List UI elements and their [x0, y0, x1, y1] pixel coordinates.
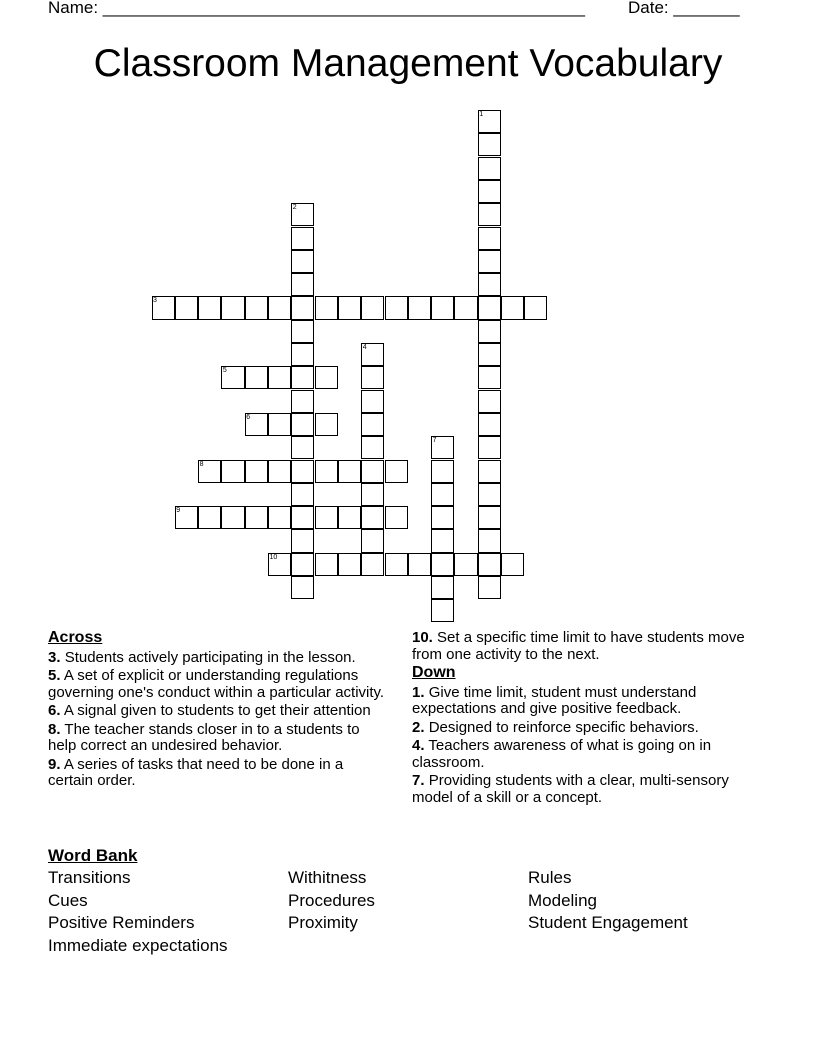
crossword-cell[interactable] — [221, 296, 244, 319]
crossword-cell[interactable] — [385, 296, 408, 319]
down-clue-2: 2. Designed to reinforce specific behaviors. — [412, 718, 699, 736]
clue-number: 4 — [362, 344, 367, 351]
crossword-cell[interactable] — [431, 483, 454, 506]
across-clue-10: 10. Set a specific time limit to have students move from one activity to the next. — [412, 629, 745, 663]
crossword-cell[interactable] — [431, 599, 454, 622]
clue-number: 2 — [292, 204, 297, 212]
crossword-cell[interactable] — [361, 436, 384, 459]
crossword-cell[interactable] — [268, 366, 291, 389]
across-clue-8: 8. The teacher stands closer in to a students to help correct an undesired behavior. — [48, 720, 360, 754]
crossword-cell[interactable] — [478, 576, 501, 599]
crossword-cell[interactable] — [478, 273, 501, 296]
crossword-cell[interactable] — [291, 390, 314, 413]
crossword-cell[interactable] — [478, 436, 501, 459]
crossword-cell[interactable] — [198, 506, 221, 529]
crossword-cell[interactable] — [478, 133, 501, 156]
crossword-cell[interactable] — [291, 553, 314, 576]
clue-number: 8 — [199, 460, 204, 468]
crossword-cell[interactable] — [291, 343, 314, 366]
crossword-cell[interactable] — [291, 436, 314, 459]
crossword-cell[interactable] — [478, 227, 501, 250]
crossword-cell[interactable] — [478, 413, 501, 436]
crossword-cell[interactable] — [361, 366, 384, 389]
clue-number: 5 — [222, 367, 227, 375]
crossword-cell[interactable] — [338, 553, 361, 576]
crossword-cell[interactable] — [361, 483, 384, 506]
crossword-cell[interactable] — [454, 296, 477, 319]
crossword-cell[interactable] — [361, 529, 384, 552]
crossword-cell[interactable] — [478, 343, 501, 366]
across-clues — [48, 630, 388, 792]
clue-number: 6 — [246, 413, 251, 421]
crossword-cell[interactable] — [478, 553, 501, 576]
crossword-cell[interactable] — [478, 529, 501, 552]
crossword-cell[interactable] — [431, 296, 454, 319]
crossword-cell[interactable] — [478, 203, 501, 226]
crossword-cell[interactable] — [454, 553, 477, 576]
crossword-cell[interactable] — [431, 553, 454, 576]
clue-number: 10 — [269, 553, 278, 561]
crossword-cell[interactable] — [268, 506, 291, 529]
crossword-cell[interactable] — [245, 460, 268, 483]
word-bank-item: Modeling — [528, 891, 597, 910]
crossword-cell[interactable] — [478, 180, 501, 203]
crossword-cell[interactable] — [291, 576, 314, 599]
crossword-cell[interactable] — [175, 296, 198, 319]
crossword-cell[interactable] — [315, 413, 338, 436]
crossword-cell[interactable] — [361, 296, 384, 319]
crossword-cell[interactable] — [198, 296, 221, 319]
crossword-cell[interactable] — [408, 296, 431, 319]
crossword-cell[interactable] — [268, 460, 291, 483]
crossword-cell[interactable] — [478, 460, 501, 483]
crossword-cell[interactable] — [291, 506, 314, 529]
crossword-cell[interactable] — [291, 413, 314, 436]
clue-number: 3 — [153, 297, 157, 305]
crossword-cell[interactable] — [291, 296, 314, 319]
word-bank-item: Immediate expectations — [48, 936, 228, 955]
crossword-cell[interactable] — [338, 460, 361, 483]
crossword-cell[interactable] — [431, 460, 454, 483]
across-clue-9: 9. A series of tasks that need to be done in a certain order. — [48, 755, 344, 789]
across-clue-6: 6. A signal given to students to get their attention — [48, 702, 371, 719]
right-clues — [412, 630, 752, 808]
crossword-cell[interactable] — [315, 460, 338, 483]
crossword-cell[interactable] — [291, 529, 314, 552]
crossword-cell[interactable] — [291, 273, 314, 296]
crossword-cell[interactable] — [291, 250, 314, 273]
crossword-cell[interactable] — [408, 553, 431, 576]
crossword-cell[interactable] — [501, 296, 524, 319]
crossword-cell[interactable] — [291, 460, 314, 483]
crossword-cell[interactable] — [478, 506, 501, 529]
crossword-cell[interactable] — [291, 366, 314, 389]
crossword-cell[interactable] — [361, 553, 384, 576]
word-bank-item: Cues — [48, 891, 88, 910]
across-heading: Across — [48, 629, 103, 646]
down-clue-7: 7. Providing students with a clear, multi-sensory model of a skill or a concept. — [412, 772, 729, 806]
crossword-cell[interactable] — [385, 553, 408, 576]
word-bank-item: Transitions — [48, 868, 131, 887]
crossword-cell[interactable] — [291, 320, 314, 343]
word-bank-item: Withitness — [288, 868, 367, 887]
crossword-cell[interactable] — [338, 506, 361, 529]
crossword-cell[interactable] — [478, 390, 501, 413]
word-bank-title: Word Bank — [48, 846, 138, 865]
across-clue-5: 5. A set of explicit or understanding regulations governing one's conduct within a particular activity. — [48, 667, 385, 701]
down-heading: Down — [412, 664, 456, 681]
word-bank-item: Procedures — [288, 891, 375, 910]
crossword-cell[interactable] — [361, 506, 384, 529]
crossword-cell[interactable] — [268, 413, 291, 436]
crossword-cell[interactable] — [478, 157, 501, 180]
crossword-cell[interactable] — [361, 413, 384, 436]
name-line[interactable]: Name: ___________________________________________________ — [48, 0, 585, 17]
down-clue-4: 4. Teachers awareness of what is going on in classroom. — [412, 737, 712, 771]
crossword-cell[interactable] — [478, 320, 501, 343]
down-clue-1: 1. Give time limit, student must understand expectations and give positive feedback. — [412, 683, 697, 717]
crossword-cell[interactable] — [385, 460, 408, 483]
crossword-cell[interactable] — [478, 296, 501, 319]
crossword-cell[interactable] — [478, 366, 501, 389]
word-bank-item: Positive Reminders — [48, 913, 195, 932]
crossword-cell[interactable] — [315, 366, 338, 389]
clue-number: 9 — [176, 507, 181, 515]
crossword-cell[interactable] — [291, 227, 314, 250]
crossword-cell[interactable] — [221, 506, 244, 529]
clue-number: 1 — [479, 111, 484, 118]
crossword-cell[interactable] — [315, 506, 338, 529]
crossword-cell[interactable] — [361, 390, 384, 413]
crossword-cell[interactable] — [338, 296, 361, 319]
crossword-cell[interactable] — [361, 460, 384, 483]
crossword-cell[interactable] — [315, 296, 338, 319]
word-bank-item: Student Engagement — [528, 913, 688, 932]
crossword-cell[interactable] — [478, 250, 501, 273]
crossword-cell[interactable] — [245, 506, 268, 529]
crossword-cell[interactable] — [385, 506, 408, 529]
crossword-cell[interactable] — [245, 366, 268, 389]
date-line[interactable]: Date: _______ — [628, 0, 740, 17]
crossword-cell[interactable] — [291, 483, 314, 506]
word-bank-item: Proximity — [288, 913, 358, 932]
clue-number: 7 — [432, 437, 437, 445]
crossword-cell[interactable] — [245, 296, 268, 319]
crossword-cell[interactable] — [478, 483, 501, 506]
crossword-cell[interactable] — [431, 529, 454, 552]
crossword-cell[interactable] — [431, 506, 454, 529]
crossword-cell[interactable] — [268, 296, 291, 319]
crossword-cell[interactable] — [431, 576, 454, 599]
word-bank-item: Rules — [528, 868, 572, 887]
crossword-cell[interactable] — [524, 296, 547, 319]
crossword-cell[interactable] — [501, 553, 524, 576]
page-title: Classroom Management Vocabulary — [93, 42, 723, 85]
across-clue-3: 3. Students actively participating in the lesson. — [48, 648, 356, 666]
crossword-cell[interactable] — [315, 553, 338, 576]
crossword-cell[interactable] — [221, 460, 244, 483]
